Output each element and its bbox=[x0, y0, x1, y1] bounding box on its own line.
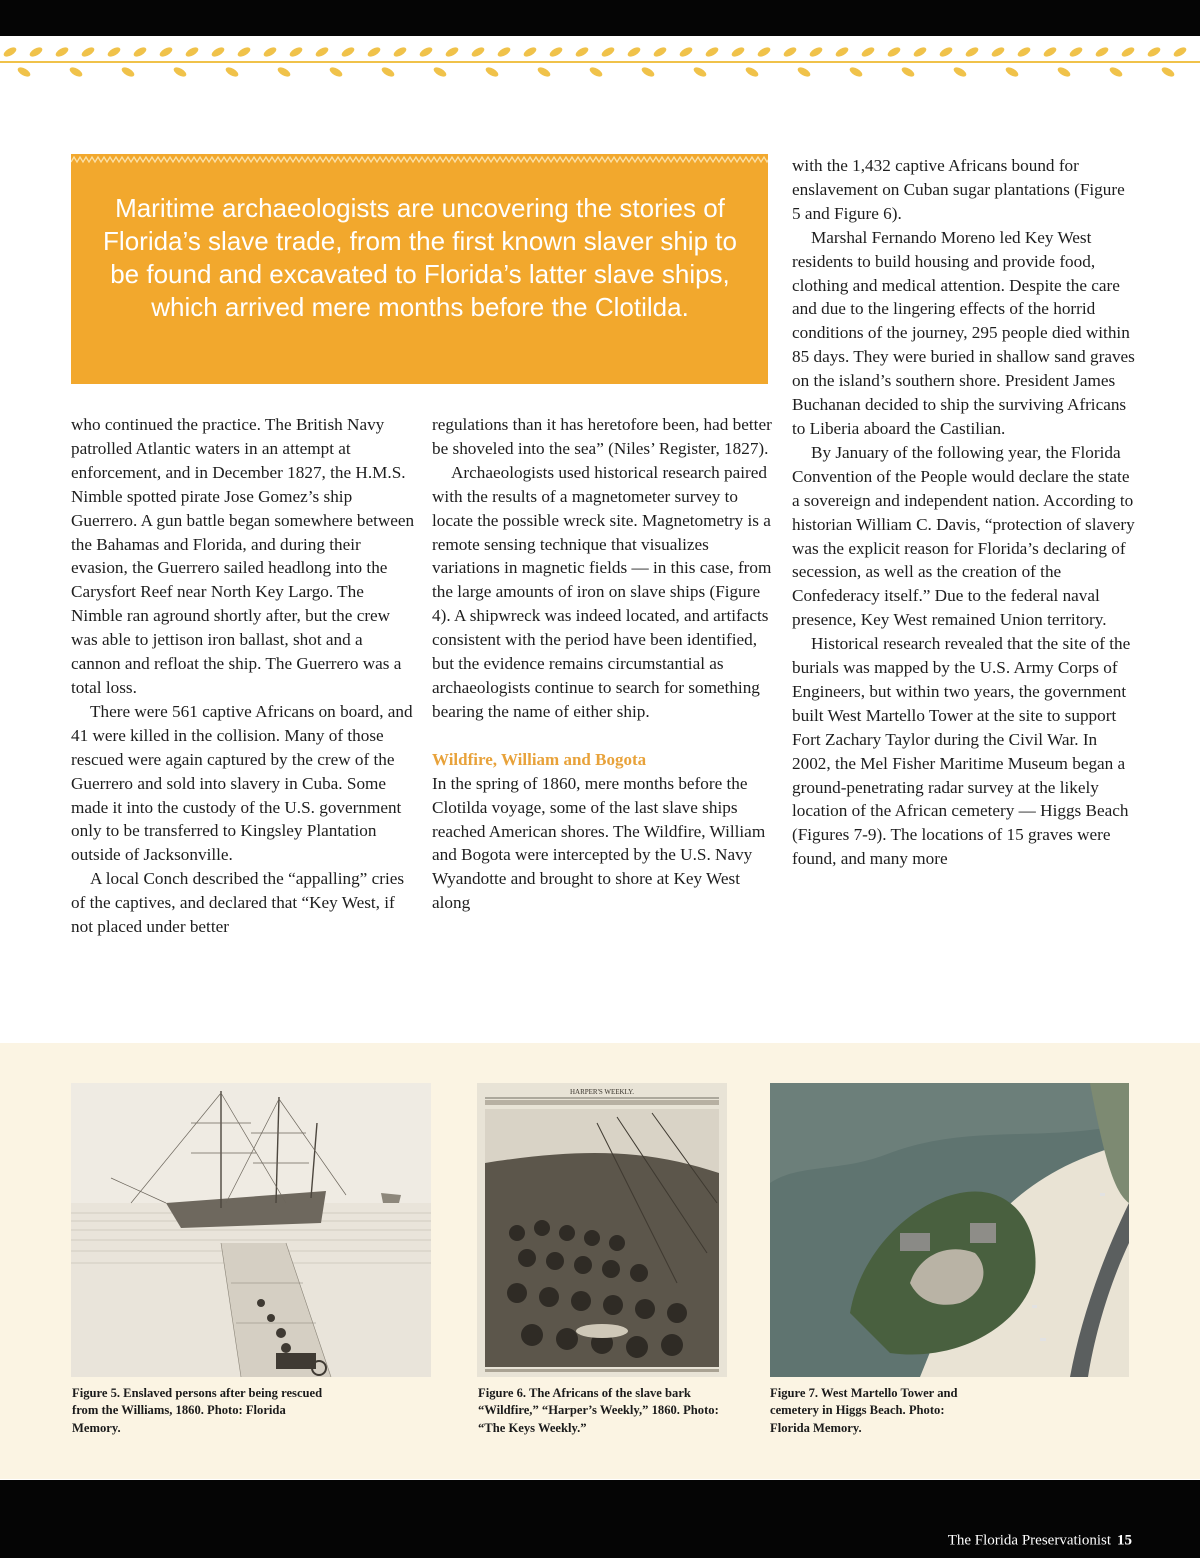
vine-leaf bbox=[106, 45, 122, 58]
vine-leaf bbox=[1016, 45, 1032, 58]
vine-leaf bbox=[1068, 45, 1084, 58]
vine-leaf bbox=[54, 45, 70, 58]
figure-7-image bbox=[770, 1083, 1129, 1377]
vine-leaf bbox=[548, 45, 564, 58]
vine-leaf bbox=[158, 45, 174, 58]
article-column-2 bbox=[432, 413, 777, 915]
figure-5-image bbox=[71, 1083, 431, 1377]
zigzag-border-ornament bbox=[71, 154, 768, 166]
vine-leaf bbox=[172, 65, 188, 78]
vine-leaf bbox=[652, 45, 668, 58]
vine-border-ornament bbox=[0, 40, 1200, 86]
vine-leaf bbox=[1056, 65, 1072, 78]
vine-leaf bbox=[640, 65, 656, 78]
figure-7-caption: Figure 7. West Martello Tower and cemetery in Higgs Beach. Photo: Florida Memory. bbox=[770, 1386, 958, 1435]
page-number: 15 bbox=[1117, 1532, 1132, 1549]
vine-leaf bbox=[1160, 65, 1176, 78]
vine-leaf bbox=[808, 45, 824, 58]
vine-leaf bbox=[1042, 45, 1058, 58]
paragraph: who continued the practice. The British Navy patrolled Atlantic waters in an attempt at enforcement, and in December 1827, the H.M.S. Nimble spotted pirate Jose Gomez’s ship Guerrero. A gun battle began somewhere between the Bahamas and Florida, and during their evasion, the Guerrero sailed headlong into the Carysfort Reef near North Key Largo. The Nimble ran aground shortly after, but the crew was able to jettison iron ballast, shot and a cannon and refloat the ship. The Guerrero was a total loss. bbox=[71, 415, 415, 697]
vine-leaf bbox=[432, 65, 448, 78]
vine-leaf bbox=[848, 65, 864, 78]
vine-leaf bbox=[224, 65, 240, 78]
vine-leaf bbox=[952, 65, 968, 78]
vine-leaf bbox=[288, 45, 304, 58]
vine-leaf bbox=[990, 45, 1006, 58]
vine-leaf bbox=[366, 45, 382, 58]
vine-leaf bbox=[496, 45, 512, 58]
vine-leaf bbox=[132, 45, 148, 58]
vine-leaf bbox=[860, 45, 876, 58]
vine-leaf bbox=[276, 65, 292, 78]
paragraph: By January of the following year, the Florida Convention of the People would declare the state a sovereign and independent nation. According to historian William C. Davis, “protection of slavery was the explicit reason for Florida’s declaring of secession, as well as the creation of the Confederacy itself.” Due to the federal naval presence, Key West remained Union territory. bbox=[792, 442, 1135, 630]
vine-leaf bbox=[574, 45, 590, 58]
paragraph: Archaeologists used historical research paired with the results of a magnetometer survey to locate the possible wreck site. Magnetometry is a remote sensing technique that visualizes variations in magnetic fields — in this case, from the large amounts of iron on slave ships (Figure 4). A shipwreck was indeed located, and artifacts consistent with the period have been identified, but the evidence remains circumstantial as archaeologists continue to search for something bearing the name of either ship. bbox=[432, 462, 772, 721]
pull-quote-text: Maritime archaeologists are uncovering the stories of Florida’s slave trade, from the first known slaver ship to be found and excavated to Florida’s latter slave ships, which arrived mere months before the Clotilda. bbox=[103, 193, 737, 322]
paragraph: Marshal Fernando Moreno led Key West residents to build housing and provide food, clothing and medical attention. Despite the care and due to the lingering effects of the horrid conditions of the journey, 295 people died within 85 days. They were buried in shallow sand graves on the island’s southern shore. President James Buchanan decided to ship the surviving Africans to Liberia aboard the Castilian. bbox=[792, 227, 1135, 438]
vine-leaf bbox=[756, 45, 772, 58]
vine-leaf bbox=[796, 65, 812, 78]
section-heading: Wildfire, William and Bogota bbox=[432, 749, 647, 769]
paragraph: There were 561 captive Africans on board, and 41 were killed in the collision. Many of those rescued were again captured by the crew of the Guerrero and sold into slavery in Cuba. Some made it into the custody of the U.S. government only to be transferred to Kingsley Plantation outside of Jacksonville. bbox=[71, 701, 413, 865]
vine-leaf bbox=[484, 65, 500, 78]
vine-leaf bbox=[340, 45, 356, 58]
vine-leaf bbox=[964, 45, 980, 58]
figure-5-caption: Figure 5. Enslaved persons after being rescued from the Williams, 1860. Photo: Florida Memory. bbox=[72, 1386, 323, 1435]
vine-leaf bbox=[588, 65, 604, 78]
vine-leaf bbox=[692, 65, 708, 78]
paragraph: In the spring of 1860, mere months before the Clotilda voyage, some of the last slave ships reached American shores. The Wildfire, William and Bogota were intercepted by the U.S. Navy Wyandotte and brought to shore at Key West along bbox=[432, 773, 766, 913]
paragraph: regulations than it has heretofore been, had better be shoveled into the sea” (Niles’ Register, 1827). bbox=[432, 415, 772, 458]
vine-leaf bbox=[522, 45, 538, 58]
vine-leaf bbox=[1094, 45, 1110, 58]
article-column-1 bbox=[71, 413, 416, 939]
vine-leaf bbox=[262, 45, 278, 58]
vine-leaf bbox=[744, 65, 760, 78]
paragraph: with the 1,432 captive Africans bound for enslavement on Cuban sugar plantations (Figure 5 and Figure 6). bbox=[792, 156, 1125, 223]
vine-leaf bbox=[1120, 45, 1136, 58]
vine-leaf bbox=[16, 65, 32, 78]
vine-leaf bbox=[184, 45, 200, 58]
vine-leaf bbox=[886, 45, 902, 58]
vine-leaf bbox=[626, 45, 642, 58]
vine-leaf bbox=[782, 45, 798, 58]
vine-leaf bbox=[328, 65, 344, 78]
publication-name: The Florida Preservationist bbox=[947, 1532, 1111, 1549]
figure-6-image bbox=[477, 1083, 727, 1377]
vine-leaf bbox=[704, 45, 720, 58]
vine-leaf bbox=[1172, 45, 1188, 58]
vine-leaf bbox=[834, 45, 850, 58]
vine-leaf bbox=[1146, 45, 1162, 58]
vine-leaf bbox=[678, 45, 694, 58]
paragraph: Historical research revealed that the site of the burials was mapped by the U.S. Army Corps of Engineers, but within two years, the government built West Martello Tower at the site to support Fort Zachary Taylor during the Civil War. In 2002, the Mel Fisher Maritime Museum began a ground-penetrating radar survey at the likely location of the African cemetery — Higgs Beach (Figures 7-9). The locations of 15 graves were found, and many more bbox=[792, 634, 1131, 869]
vine-leaf bbox=[236, 45, 252, 58]
vine-leaf bbox=[380, 65, 396, 78]
pull-quote-box bbox=[71, 154, 768, 384]
vine-leaf bbox=[470, 45, 486, 58]
vine-leaf bbox=[68, 65, 84, 78]
paragraph: A local Conch described the “appalling” cries of the captives, and declared that “Key West, if not placed under better bbox=[71, 869, 405, 937]
vine-leaf bbox=[900, 65, 916, 78]
vine-leaf bbox=[28, 45, 44, 58]
vine-leaf bbox=[600, 45, 616, 58]
top-black-bar bbox=[0, 0, 1200, 36]
vine-leaf bbox=[314, 45, 330, 58]
vine-leaf bbox=[912, 45, 928, 58]
newspaper-masthead: HARPER'S WEEKLY. bbox=[569, 1088, 635, 1096]
vine-leaf bbox=[120, 65, 136, 78]
vine-leaf bbox=[938, 45, 954, 58]
vine-leaf bbox=[536, 65, 552, 78]
vine-leaf bbox=[1108, 65, 1124, 78]
page-footer bbox=[948, 1533, 1132, 1550]
vine-leaf bbox=[392, 45, 408, 58]
vine-leaf bbox=[1004, 65, 1020, 78]
figure-6-caption: Figure 6. The Africans of the slave bark “Wildfire,” “Harper’s Weekly,” 1860. Photo: “The Keys Weekly.” bbox=[478, 1386, 719, 1435]
article-column-3 bbox=[792, 154, 1137, 871]
vine-leaf bbox=[2, 45, 18, 58]
vine-leaf bbox=[418, 45, 434, 58]
vine-leaf bbox=[80, 45, 96, 58]
vine-leaf bbox=[210, 45, 226, 58]
vine-leaf bbox=[730, 45, 746, 58]
vine-leaf bbox=[444, 45, 460, 58]
